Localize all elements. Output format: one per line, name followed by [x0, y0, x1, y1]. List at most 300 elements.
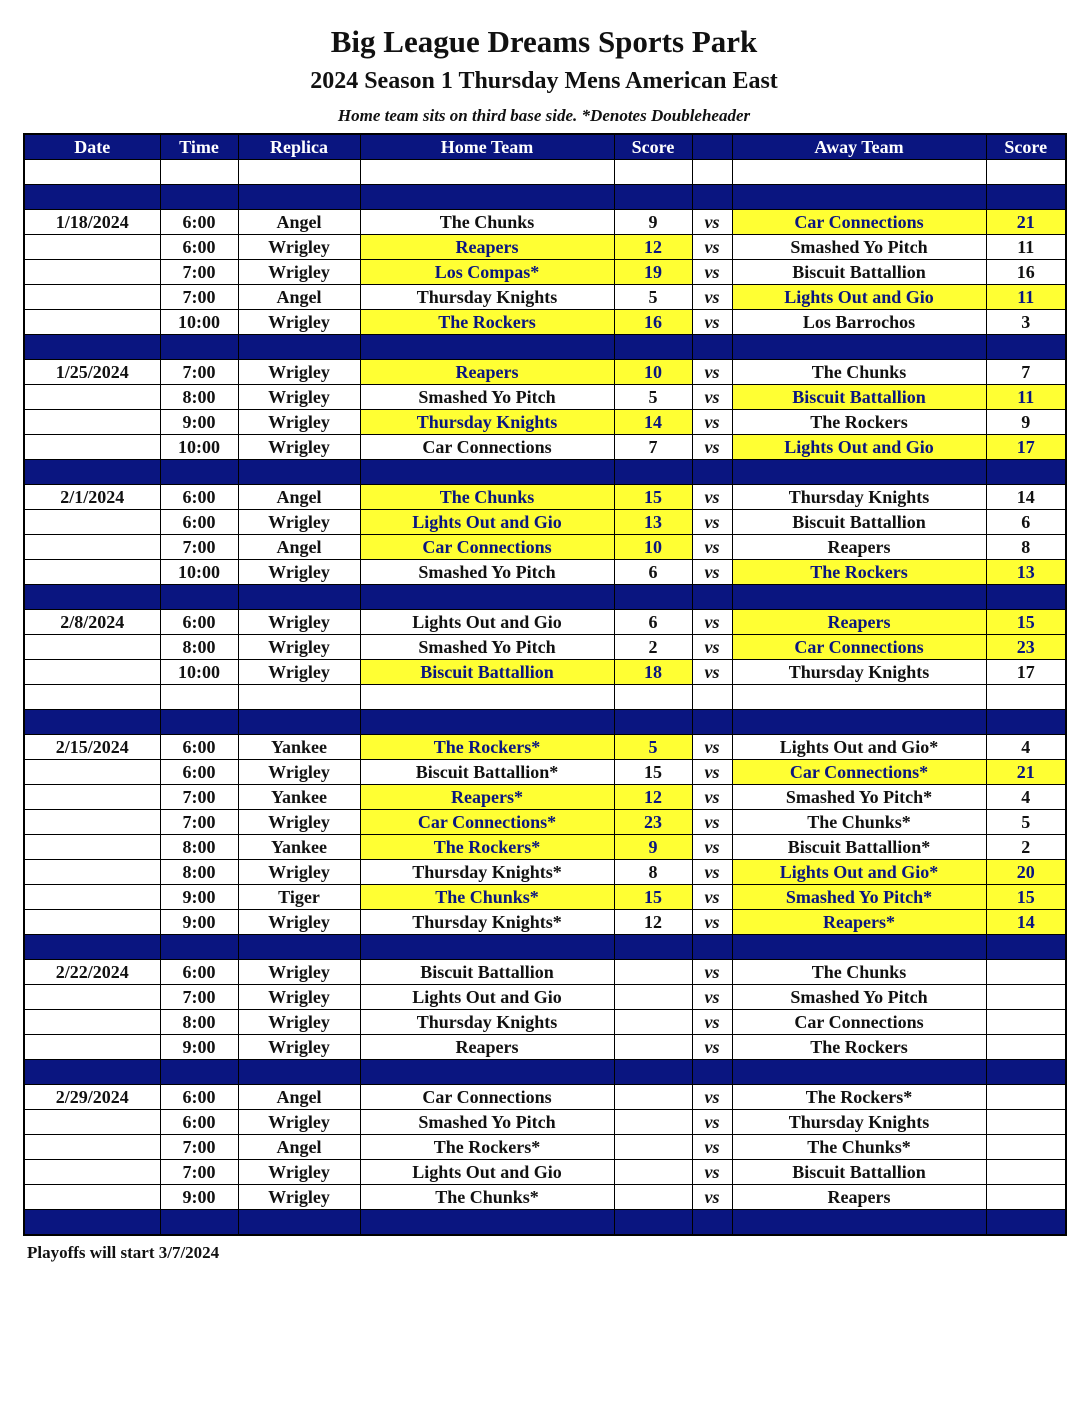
away-score-cell [986, 1110, 1066, 1135]
away-team-cell: The Rockers* [732, 1085, 986, 1110]
separator-cell [360, 185, 614, 210]
home-score-cell: 12 [614, 235, 692, 260]
blank-cell [360, 685, 614, 710]
away-score-cell: 17 [986, 660, 1066, 685]
away-score-cell: 23 [986, 635, 1066, 660]
col-time: Time [160, 134, 238, 160]
separator-cell [160, 335, 238, 360]
away-team-cell: The Chunks* [732, 1135, 986, 1160]
away-score-cell [986, 1035, 1066, 1060]
replica-cell: Wrigley [238, 660, 360, 685]
away-score-cell: 6 [986, 510, 1066, 535]
separator-row [24, 585, 1066, 610]
separator-cell [160, 185, 238, 210]
date-cell [24, 810, 160, 835]
away-team-cell: Car Connections [732, 210, 986, 235]
home-score-cell [614, 1160, 692, 1185]
home-team-cell: The Rockers* [360, 735, 614, 760]
schedule-note: Home team sits on third base side. *Denotes Doubleheader [337, 106, 751, 125]
away-score-cell: 3 [986, 310, 1066, 335]
vs-cell: vs [692, 560, 732, 585]
away-score-cell: 16 [986, 260, 1066, 285]
separator-cell [692, 585, 732, 610]
separator-cell [160, 460, 238, 485]
home-team-cell: Car Connections [360, 535, 614, 560]
game-row [24, 735, 1066, 760]
time-cell: 7:00 [160, 1160, 238, 1185]
date-cell: 1/18/2024 [24, 210, 160, 235]
separator-cell [24, 460, 160, 485]
time-cell: 7:00 [160, 985, 238, 1010]
replica-cell: Tiger [238, 885, 360, 910]
home-team-cell: The Chunks [360, 485, 614, 510]
home-team-cell: Reapers [360, 1035, 614, 1060]
separator-cell [986, 1210, 1066, 1236]
time-cell: 7:00 [160, 285, 238, 310]
separator-cell [24, 710, 160, 735]
away-team-cell: Biscuit Battallion [732, 260, 986, 285]
game-row [24, 1085, 1066, 1110]
replica-cell: Wrigley [238, 910, 360, 935]
schedule-table [23, 133, 1067, 1236]
blank-row [24, 685, 1066, 710]
home-team-cell: Lights Out and Gio [360, 1160, 614, 1185]
home-score-cell: 5 [614, 385, 692, 410]
page-title: Big League Dreams Sports Park [330, 24, 758, 59]
time-cell: 7:00 [160, 785, 238, 810]
separator-cell [692, 185, 732, 210]
date-cell [24, 1110, 160, 1135]
home-team-cell: Thursday Knights [360, 285, 614, 310]
replica-cell: Wrigley [238, 985, 360, 1010]
home-score-cell [614, 985, 692, 1010]
separator-cell [614, 585, 692, 610]
separator-cell [732, 935, 986, 960]
date-cell [24, 985, 160, 1010]
away-score-cell [986, 1085, 1066, 1110]
date-cell [24, 860, 160, 885]
home-team-cell: Smashed Yo Pitch [360, 385, 614, 410]
replica-cell: Yankee [238, 785, 360, 810]
game-row [24, 310, 1066, 335]
away-team-cell: Reapers [732, 535, 986, 560]
time-cell: 10:00 [160, 310, 238, 335]
home-score-cell: 2 [614, 635, 692, 660]
time-cell: 6:00 [160, 510, 238, 535]
blank-cell [614, 685, 692, 710]
date-cell [24, 835, 160, 860]
game-row [24, 910, 1066, 935]
separator-row [24, 710, 1066, 735]
game-row [24, 560, 1066, 585]
date-cell [24, 885, 160, 910]
game-row [24, 960, 1066, 985]
home-team-cell: Reapers [360, 235, 614, 260]
game-row [24, 235, 1066, 260]
separator-cell [986, 1060, 1066, 1085]
replica-cell: Wrigley [238, 1010, 360, 1035]
time-cell: 8:00 [160, 835, 238, 860]
game-row [24, 485, 1066, 510]
date-cell [24, 510, 160, 535]
home-team-cell: Los Compas* [360, 260, 614, 285]
date-cell [24, 410, 160, 435]
game-row [24, 610, 1066, 635]
separator-cell [986, 185, 1066, 210]
game-row [24, 1035, 1066, 1060]
replica-cell: Angel [238, 1135, 360, 1160]
game-row [24, 210, 1066, 235]
away-team-cell: Reapers [732, 1185, 986, 1210]
away-team-cell: The Chunks [732, 960, 986, 985]
replica-cell: Wrigley [238, 860, 360, 885]
away-score-cell: 17 [986, 435, 1066, 460]
replica-cell: Wrigley [238, 410, 360, 435]
away-team-cell: Car Connections [732, 1010, 986, 1035]
game-row [24, 1160, 1066, 1185]
vs-cell: vs [692, 210, 732, 235]
header-row [24, 134, 1066, 160]
vs-cell: vs [692, 1010, 732, 1035]
replica-cell: Wrigley [238, 560, 360, 585]
time-cell: 7:00 [160, 260, 238, 285]
blank-cell [238, 160, 360, 185]
separator-row [24, 935, 1066, 960]
date-cell [24, 535, 160, 560]
home-team-cell: Biscuit Battallion* [360, 760, 614, 785]
away-score-cell: 15 [986, 885, 1066, 910]
away-team-cell: Reapers* [732, 910, 986, 935]
separator-cell [732, 185, 986, 210]
away-team-cell: The Chunks [732, 360, 986, 385]
replica-cell: Angel [238, 535, 360, 560]
blank-cell [160, 685, 238, 710]
home-score-cell: 10 [614, 535, 692, 560]
away-team-cell: The Rockers [732, 560, 986, 585]
home-team-cell: Smashed Yo Pitch [360, 635, 614, 660]
date-cell: 2/8/2024 [24, 610, 160, 635]
home-score-cell: 8 [614, 860, 692, 885]
away-team-cell: Thursday Knights [732, 660, 986, 685]
blank-cell [732, 160, 986, 185]
blank-cell [692, 160, 732, 185]
col-home-score: Score [614, 134, 692, 160]
time-cell: 7:00 [160, 1135, 238, 1160]
home-score-cell: 14 [614, 410, 692, 435]
game-row [24, 510, 1066, 535]
separator-cell [238, 460, 360, 485]
vs-cell: vs [692, 1035, 732, 1060]
separator-cell [692, 1210, 732, 1236]
separator-cell [360, 935, 614, 960]
home-score-cell: 5 [614, 735, 692, 760]
separator-cell [986, 585, 1066, 610]
home-team-cell: Thursday Knights* [360, 910, 614, 935]
away-score-cell: 20 [986, 860, 1066, 885]
blank-cell [614, 160, 692, 185]
time-cell: 6:00 [160, 610, 238, 635]
date-cell [24, 560, 160, 585]
separator-cell [238, 585, 360, 610]
separator-cell [360, 460, 614, 485]
replica-cell: Wrigley [238, 1160, 360, 1185]
game-row [24, 885, 1066, 910]
replica-cell: Angel [238, 210, 360, 235]
separator-cell [986, 710, 1066, 735]
away-score-cell [986, 1160, 1066, 1185]
separator-cell [160, 585, 238, 610]
date-cell: 2/22/2024 [24, 960, 160, 985]
separator-cell [160, 935, 238, 960]
home-team-cell: Biscuit Battallion [360, 960, 614, 985]
game-row [24, 535, 1066, 560]
date-cell: 2/15/2024 [24, 735, 160, 760]
vs-cell: vs [692, 310, 732, 335]
vs-cell: vs [692, 1085, 732, 1110]
vs-cell: vs [692, 860, 732, 885]
separator-cell [24, 585, 160, 610]
away-team-cell: Thursday Knights [732, 1110, 986, 1135]
replica-cell: Wrigley [238, 635, 360, 660]
blank-cell [238, 685, 360, 710]
home-score-cell: 12 [614, 910, 692, 935]
time-cell: 9:00 [160, 410, 238, 435]
separator-cell [160, 710, 238, 735]
replica-cell: Yankee [238, 835, 360, 860]
separator-cell [614, 1060, 692, 1085]
vs-cell: vs [692, 410, 732, 435]
game-row [24, 835, 1066, 860]
home-score-cell: 15 [614, 885, 692, 910]
schedule-body [24, 160, 1066, 1236]
col-replica: Replica [238, 134, 360, 160]
col-away-score: Score [986, 134, 1066, 160]
time-cell: 7:00 [160, 535, 238, 560]
home-score-cell [614, 1085, 692, 1110]
vs-cell: vs [692, 385, 732, 410]
replica-cell: Wrigley [238, 435, 360, 460]
away-score-cell: 2 [986, 835, 1066, 860]
away-team-cell: Smashed Yo Pitch* [732, 785, 986, 810]
game-row [24, 1135, 1066, 1160]
vs-cell: vs [692, 960, 732, 985]
time-cell: 6:00 [160, 210, 238, 235]
separator-cell [360, 710, 614, 735]
separator-cell [614, 460, 692, 485]
vs-cell: vs [692, 285, 732, 310]
game-row [24, 285, 1066, 310]
vs-cell: vs [692, 885, 732, 910]
home-score-cell: 6 [614, 560, 692, 585]
home-score-cell [614, 1135, 692, 1160]
time-cell: 10:00 [160, 560, 238, 585]
game-row [24, 785, 1066, 810]
date-cell [24, 235, 160, 260]
home-score-cell: 15 [614, 760, 692, 785]
time-cell: 8:00 [160, 635, 238, 660]
home-score-cell [614, 1035, 692, 1060]
separator-cell [360, 585, 614, 610]
away-score-cell: 8 [986, 535, 1066, 560]
away-team-cell: Los Barrochos [732, 310, 986, 335]
home-score-cell [614, 1010, 692, 1035]
separator-cell [24, 935, 160, 960]
separator-cell [986, 335, 1066, 360]
date-cell [24, 635, 160, 660]
separator-cell [732, 1060, 986, 1085]
away-team-cell: The Rockers [732, 1035, 986, 1060]
home-team-cell: Lights Out and Gio [360, 610, 614, 635]
vs-cell: vs [692, 510, 732, 535]
separator-cell [238, 935, 360, 960]
game-row [24, 1010, 1066, 1035]
home-score-cell: 9 [614, 210, 692, 235]
vs-cell: vs [692, 260, 732, 285]
time-cell: 9:00 [160, 1185, 238, 1210]
replica-cell: Wrigley [238, 610, 360, 635]
home-team-cell: Smashed Yo Pitch [360, 560, 614, 585]
date-cell [24, 1010, 160, 1035]
game-row [24, 260, 1066, 285]
home-team-cell: Reapers [360, 360, 614, 385]
date-cell [24, 435, 160, 460]
date-cell [24, 1160, 160, 1185]
vs-cell: vs [692, 1135, 732, 1160]
home-team-cell: The Chunks* [360, 885, 614, 910]
home-team-cell: The Chunks* [360, 1185, 614, 1210]
vs-cell: vs [692, 910, 732, 935]
replica-cell: Wrigley [238, 360, 360, 385]
away-score-cell: 4 [986, 785, 1066, 810]
game-row [24, 635, 1066, 660]
time-cell: 6:00 [160, 760, 238, 785]
replica-cell: Angel [238, 485, 360, 510]
time-cell: 7:00 [160, 360, 238, 385]
date-cell [24, 285, 160, 310]
away-team-cell: The Rockers [732, 410, 986, 435]
away-team-cell: Biscuit Battallion* [732, 835, 986, 860]
vs-cell: vs [692, 1160, 732, 1185]
page-subtitle: 2024 Season 1 Thursday Mens American East [310, 68, 778, 94]
away-score-cell: 14 [986, 485, 1066, 510]
game-row [24, 860, 1066, 885]
date-cell [24, 785, 160, 810]
away-score-cell: 13 [986, 560, 1066, 585]
separator-cell [360, 1060, 614, 1085]
separator-cell [986, 935, 1066, 960]
time-cell: 6:00 [160, 735, 238, 760]
time-cell: 8:00 [160, 860, 238, 885]
separator-cell [24, 185, 160, 210]
vs-cell: vs [692, 835, 732, 860]
date-cell [24, 1185, 160, 1210]
blank-cell [360, 160, 614, 185]
replica-cell: Wrigley [238, 385, 360, 410]
separator-cell [614, 1210, 692, 1236]
vs-cell: vs [692, 360, 732, 385]
vs-cell: vs [692, 435, 732, 460]
date-cell [24, 1035, 160, 1060]
vs-cell: vs [692, 235, 732, 260]
vs-cell: vs [692, 535, 732, 560]
separator-cell [614, 335, 692, 360]
home-team-cell: The Rockers [360, 310, 614, 335]
replica-cell: Wrigley [238, 1110, 360, 1135]
separator-row [24, 1060, 1066, 1085]
separator-cell [692, 710, 732, 735]
home-team-cell: Car Connections* [360, 810, 614, 835]
vs-cell: vs [692, 1185, 732, 1210]
away-team-cell: Lights Out and Gio* [732, 860, 986, 885]
separator-cell [732, 460, 986, 485]
separator-cell [238, 185, 360, 210]
away-score-cell: 4 [986, 735, 1066, 760]
away-team-cell: Smashed Yo Pitch [732, 985, 986, 1010]
home-team-cell: Car Connections [360, 1085, 614, 1110]
separator-cell [614, 710, 692, 735]
away-team-cell: Smashed Yo Pitch [732, 235, 986, 260]
away-team-cell: Car Connections* [732, 760, 986, 785]
separator-cell [24, 1210, 160, 1236]
vs-cell: vs [692, 610, 732, 635]
date-cell [24, 760, 160, 785]
home-team-cell: Reapers* [360, 785, 614, 810]
home-team-cell: Lights Out and Gio [360, 510, 614, 535]
vs-cell: vs [692, 735, 732, 760]
time-cell: 9:00 [160, 910, 238, 935]
away-score-cell: 5 [986, 810, 1066, 835]
time-cell: 8:00 [160, 385, 238, 410]
game-row [24, 660, 1066, 685]
replica-cell: Wrigley [238, 260, 360, 285]
away-team-cell: The Chunks* [732, 810, 986, 835]
vs-cell: vs [692, 635, 732, 660]
separator-cell [238, 1060, 360, 1085]
home-score-cell: 18 [614, 660, 692, 685]
away-score-cell: 9 [986, 410, 1066, 435]
away-score-cell [986, 1010, 1066, 1035]
away-score-cell [986, 1135, 1066, 1160]
away-team-cell: Car Connections [732, 635, 986, 660]
home-team-cell: Car Connections [360, 435, 614, 460]
away-team-cell: Reapers [732, 610, 986, 635]
replica-cell: Angel [238, 1085, 360, 1110]
home-team-cell: Thursday Knights [360, 410, 614, 435]
date-cell: 1/25/2024 [24, 360, 160, 385]
date-cell [24, 910, 160, 935]
blank-cell [24, 685, 160, 710]
away-score-cell: 14 [986, 910, 1066, 935]
away-team-cell: Smashed Yo Pitch* [732, 885, 986, 910]
home-score-cell: 13 [614, 510, 692, 535]
game-row [24, 435, 1066, 460]
away-score-cell: 11 [986, 235, 1066, 260]
game-row [24, 385, 1066, 410]
playoffs-note: Playoffs will start 3/7/2024 [27, 1243, 220, 1262]
away-score-cell: 15 [986, 610, 1066, 635]
away-score-cell: 21 [986, 210, 1066, 235]
home-score-cell: 19 [614, 260, 692, 285]
blank-cell [732, 685, 986, 710]
away-score-cell [986, 985, 1066, 1010]
time-cell: 7:00 [160, 810, 238, 835]
replica-cell: Wrigley [238, 235, 360, 260]
vs-cell: vs [692, 810, 732, 835]
time-cell: 9:00 [160, 1035, 238, 1060]
separator-cell [24, 335, 160, 360]
separator-cell [614, 185, 692, 210]
game-row [24, 1110, 1066, 1135]
